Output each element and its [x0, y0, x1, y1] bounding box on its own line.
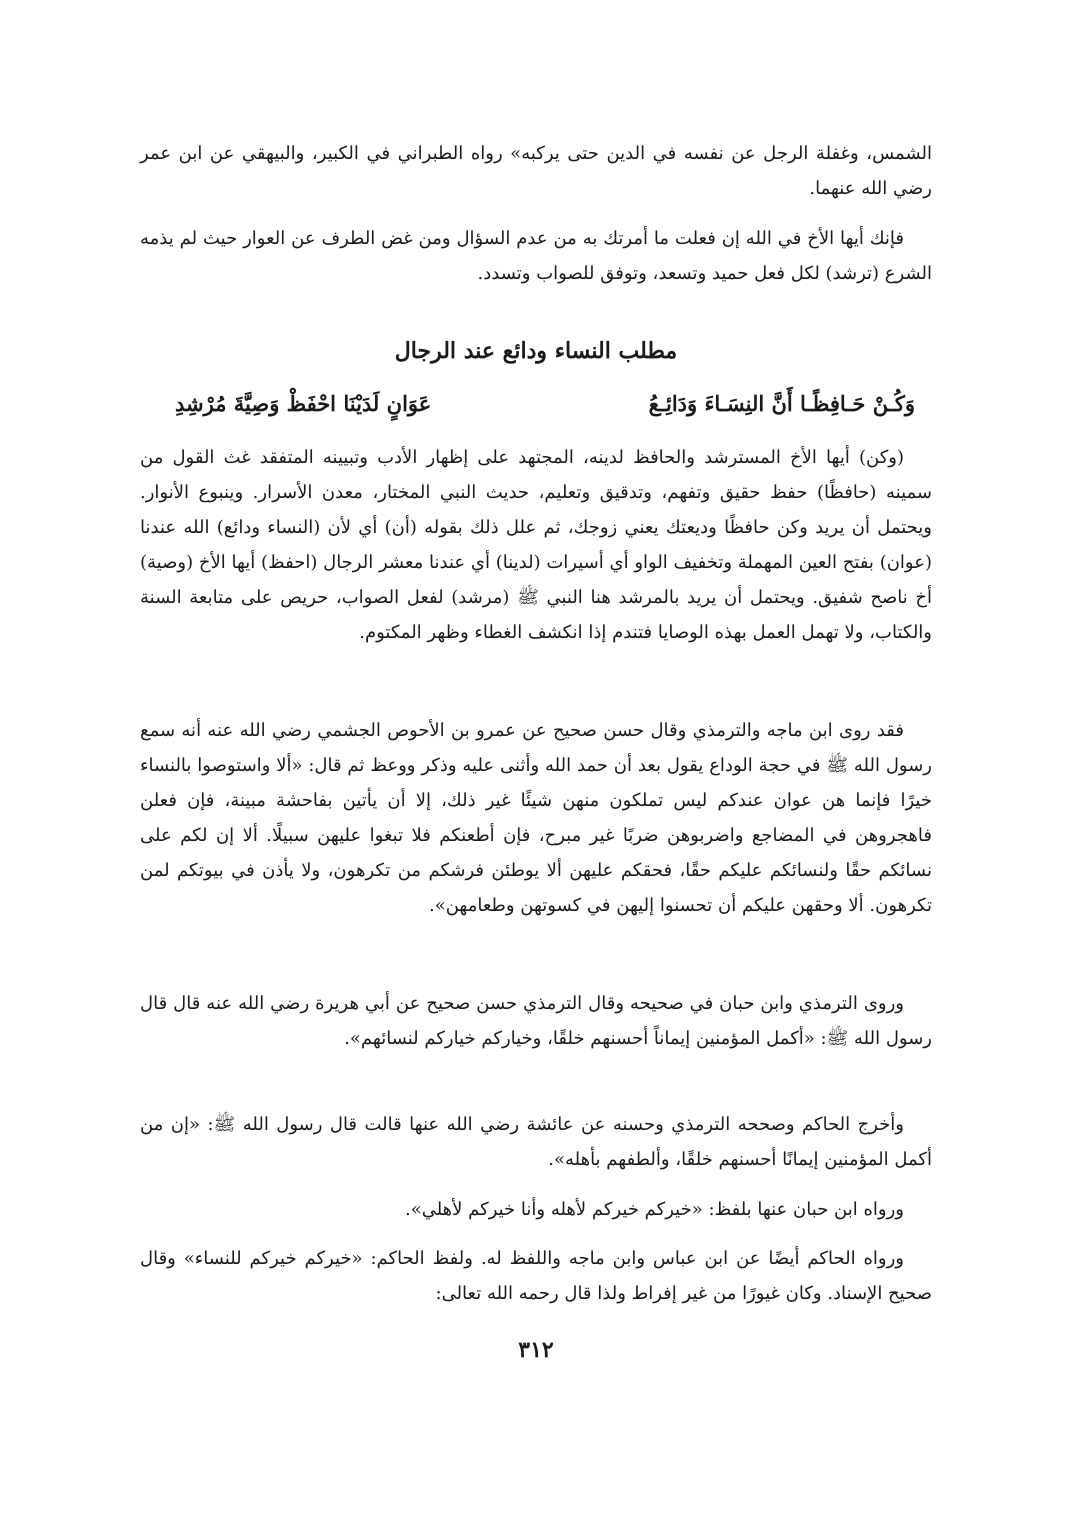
paragraph-hadith-tirmidhi: وروى الترمذي وابن حبان في صحيحه وقال الترمذي حسن صحيح عن أبي هريرة رضي الله عنه قال قال رسول الله ﷺ: «أكمل المؤمنين إيماناً أحسنهم خلقًا، وخياركم خياركم لنسائهم». — [140, 993, 932, 1049]
paragraph-shams-continuation: الشمس، وغفلة الرجل عن نفسه في الدين حتى يركبه» رواه الطبراني في الكبير، والبيهقي عن ابن عمر رضي الله عنهما. — [140, 143, 932, 199]
paragraph-hadith-ibn-majah: فقد روى ابن ماجه والترمذي وقال حسن صحيح عن عمرو بن الأحوص الجشمي رضي الله عنه أنه سمع رسول الله ﷺ في حجة الوداع يقول بعد أن حمد الله وأثنى عليه وذكر ووعظ ثم قال: «ألا واستوصوا بالنساء خيرًا فإنما هن عوان عندكم ليس تملكون منهن شيئًا غير ذلك، إلا أن يأتين بفاحشة مبينة، فإن فعلن فاهجروهن في المضاجع واضربوهن ضربًا غير مبرح، فإن أطعنكم فلا تبغوا عليهن سبيلًا. ألا إن لكم على نسائكم حقًا ولنسائكم عليكم حقًا، فحقكم عليهن ألا يوطئن فرشكم من تكرهون، ولا يأذن في بيوتكم لمن تكرهون. ألا وحقهن عليكم أن تحسنوا إليهن في كسوتهن وطعامهن». — [140, 720, 932, 916]
poem-verse — [175, 382, 915, 426]
verse-second-hemistich: عَوَانٍ لَدَيْنَا احْفَظْ وَصِيَّةَ مُرْشِدِ — [175, 391, 432, 416]
paragraph-ibn-hibban: ورواه ابن حبان عنها بلفظ: «خيركم خيركم لأهله وأنا خيركم لأهلي». — [404, 1199, 904, 1220]
paragraph-hadith-hakim: وأخرج الحاكم وصححه الترمذي وحسنه عن عائشة رضي الله عنها قالت قال رسول الله ﷺ: «إن من أكمل المؤمنين إيمانًا أحسنهم خلقًا، وألطفهم بأهله». — [140, 1114, 932, 1170]
paragraph-advice: فإنك أيها الأخ في الله إن فعلت ما أمرتك به من عدم السؤال ومن غض الطرف عن العوار حيث لم يذمه الشرع (ترشد) لكل فعل حميد وتسعد، وتوفق للصواب وتسدد. — [140, 228, 932, 284]
page-number: ٣١٢ — [518, 1337, 554, 1363]
paragraph-ibn-abbas: ورواه الحاكم أيضًا عن ابن عباس وابن ماجه واللفظ له. ولفظ الحاكم: «خيركم خيركم للنساء» وقال صحيح الإسناد. وكان غيورًا من غير إفراط ولذا قال رحمه الله تعالى: — [140, 1248, 932, 1304]
verse-first-hemistich: وَكُـنْ حَـافِظًـا أَنَّ النِسَـاءَ وَدَائِـعُ — [648, 391, 915, 416]
paragraph-commentary: (وكن) أيها الأخ المسترشد والحافظ لدينه، المجتهد على إظهار الأدب وتبيينه المتفقد غث القول من سمينه (حافظًا) حفظ حقيق وتفهم، وتدقيق وتعليم، حديث النبي المختار، معدن الأسرار. وينبوع الأنوار. ويحتمل أن يريد وكن حافظًا وديعتك يعني زوجك، ثم علل ذلك بقوله (أن) أي لأن (النساء ودائع) الله عندنا (عوان) بفتح العين المهملة وتخفيف الواو أي أسيرات (لدينا) أي عندنا معشر الرجال (احفظ) أيها الأخ (وصية) أخ ناصح شفيق. ويحتمل أن يريد بالمرشد هنا النبي ﷺ (مرشد) لفعل الصواب، حريص على متابعة السنة والكتاب، ولا تهمل العمل بهذه الوصايا فتندم إذا انكشف الغطاء وظهر المكتوم. — [140, 447, 932, 643]
section-heading: مطلب النساء ودائع عند الرجال — [394, 338, 678, 364]
